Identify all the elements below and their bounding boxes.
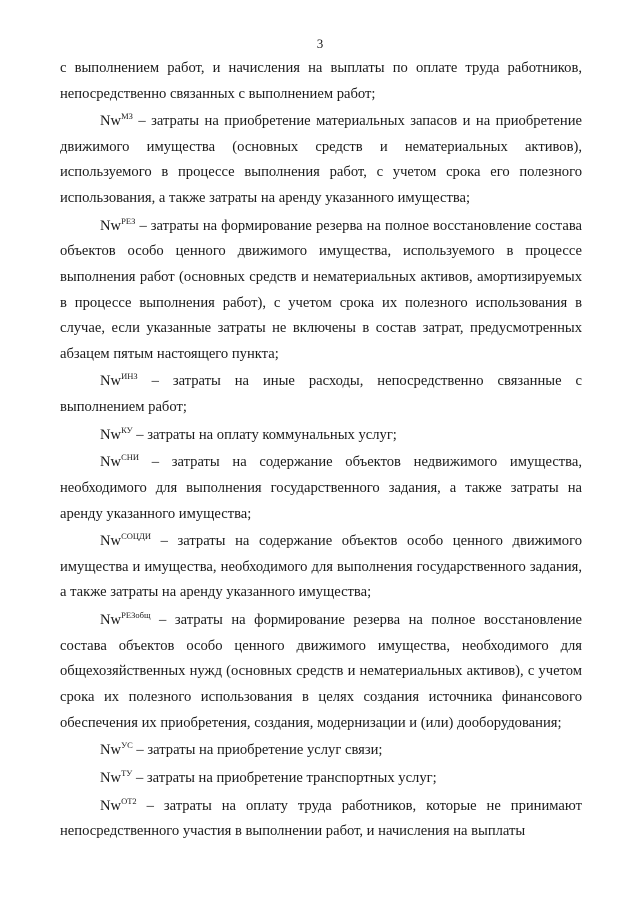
variable-superscript: РЕЗобщ (121, 610, 151, 621)
paragraph-nw-rezobsh (60, 608, 582, 736)
variable-superscript: ИНЗ (121, 371, 138, 382)
variable-superscript: КУ (121, 424, 133, 435)
paragraph-continuation (60, 56, 582, 107)
variable-symbol: Nw (100, 742, 122, 759)
paragraph-nw-rez (60, 214, 582, 368)
variable-symbol: Nw (100, 612, 122, 629)
variable-superscript: УС (121, 740, 133, 751)
paragraph-nw-sni (60, 450, 582, 527)
variable-superscript: СОЦДИ (121, 531, 151, 542)
document-body (60, 56, 582, 847)
paragraph-text: с выполнением работ, и начисления на выплаты по оплате труда работников, непосредственно связанных с выполнением работ; (60, 60, 582, 102)
variable-superscript: РЕЗ (121, 215, 136, 226)
paragraph-text: – затраты на приобретение услуг связи; (132, 742, 383, 759)
variable-symbol: Nw (100, 454, 122, 471)
paragraph-nw-us (60, 738, 582, 764)
variable-symbol: Nw (100, 533, 122, 550)
variable-symbol: Nw (100, 113, 122, 130)
paragraph-text: – затраты на формирование резерва на полное восстановление состава объектов особо ценного движимого имущества, необходимого для общехозяйственных нужд (основных средств и нематериальных активов), с учетом срока их полезного использования в целях создания источника финансового обеспечения их приобретения, создания, модернизации и (или) дооборудования; (60, 612, 582, 731)
paragraph-nw-ot2 (60, 794, 582, 845)
paragraph-text: – затраты на формирование резерва на полное восстановление состава объектов особо ценного движимого имущества, используемого в процессе выполнения работ (основных средств и нематериальных активов, амортизируемых в процессе выполнения работ), с учетом срока их полезного использования в случае, если указанные затраты не включены в состав затрат, предусмотренных абзацем пятым настоящего пункта; (60, 217, 582, 362)
paragraph-text: – затраты на приобретение транспортных услуг; (132, 769, 437, 786)
variable-symbol: Nw (100, 373, 122, 390)
variable-symbol: Nw (100, 769, 122, 786)
paragraph-nw-tu (60, 766, 582, 792)
paragraph-text: – затраты на оплату труда работников, которые не принимают непосредственного участия в выполнении работ, и начисления на выплаты (60, 797, 582, 840)
paragraph-text: – затраты на приобретение материальных запасов и на приобретение движимого имущества (основных средств и нематериальных активов), используемого в процессе выполнения работ, с учетом срока его полезного использования, а также затраты на аренду указанного имущества; (60, 113, 582, 207)
variable-superscript: МЗ (121, 111, 133, 122)
variable-superscript: ОТ2 (121, 795, 137, 806)
paragraph-text: – затраты на иные расходы, непосредственно связанные с выполнением работ; (60, 373, 582, 415)
paragraph-nw-inz (60, 369, 582, 420)
variable-superscript: ТУ (121, 767, 133, 778)
variable-symbol: Nw (100, 217, 122, 234)
paragraph-text: – затраты на оплату коммунальных услуг; (132, 426, 397, 443)
variable-symbol: Nw (100, 797, 122, 814)
variable-superscript: СНИ (121, 452, 140, 463)
paragraph-nw-mz (60, 109, 582, 211)
paragraph-text: – затраты на содержание объектов особо ценного движимого имущества и имущества, необходимого для выполнения государственного задания, а также затраты на аренду указанного имущества; (60, 533, 582, 601)
paragraph-nw-socdi (60, 529, 582, 606)
variable-symbol: Nw (100, 426, 122, 443)
paragraph-nw-ku (60, 423, 582, 449)
page-number: 3 (316, 36, 324, 51)
paragraph-text: – затраты на содержание объектов недвижимого имущества, необходимого для выполнения государственного задания, а также затраты на аренду указанного имущества; (60, 454, 582, 522)
